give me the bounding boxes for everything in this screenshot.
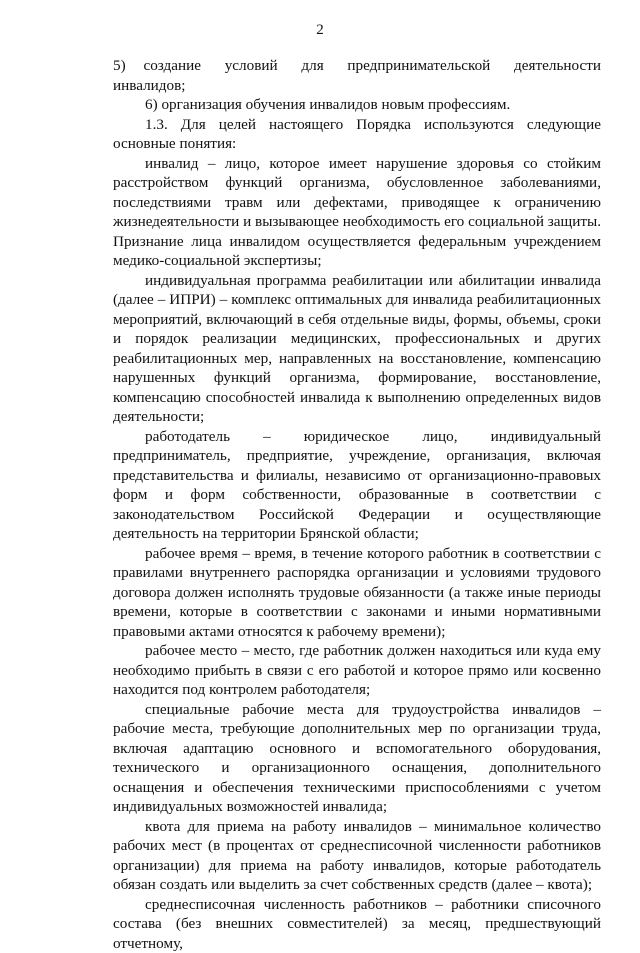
paragraph-item-6: 6) организация обучения инвалидов новым профессиям. — [113, 95, 601, 115]
definition-average-headcount: среднесписочная численность работников – работники списочного состава (без внешних совместителей) за месяц, предшествующий отчетному, — [113, 895, 601, 953]
document-body — [113, 56, 601, 953]
definition-employer: работодатель – юридическое лицо, индивидуальный предприниматель, предприятие, учреждение, организация, включая представительства и филиалы, независимо от организационно-правовых форм и форм собственности, образованные в соответствии с законодательством Российской Федерации и осуществляющие деятельность на территории Брянской области; — [113, 427, 601, 544]
paragraph-section-1-3: 1.3. Для целей настоящего Порядка используются следующие основные понятия: — [113, 115, 601, 154]
definition-workplace: рабочее место – место, где работник должен находиться или куда ему необходимо прибыть в связи с его работой и которое прямо или косвенно находится под контролем работодателя; — [113, 641, 601, 700]
page-number: 2 — [0, 22, 640, 39]
definition-invalid: инвалид – лицо, которое имеет нарушение здоровья со стойким расстройством функций организма, обусловленное заболеваниями, последствиями травм или дефектами, приводящее к ограничению жизнедеятельности и вызывающее необходимость его социальной защиты. Признание лица инвалидом осуществляется федеральным учреждением медико-социальной экспертизы; — [113, 154, 601, 271]
definition-special-workplaces: специальные рабочие места для трудоустройства инвалидов – рабочие места, требующие дополнительных мер по организации труда, включая адаптацию основного и вспомогательного оборудования, технического и организационного оснащения, дополнительного оснащения и обеспечения техническими приспособлениями с учетом индивидуальных возможностей инвалида; — [113, 700, 601, 817]
definition-ipri: индивидуальная программа реабилитации или абилитации инвалида (далее – ИПРИ) – комплекс оптимальных для инвалида реабилитационных мероприятий, включающий в себя отдельные виды, формы, объемы, сроки и порядок реализации медицинских, профессиональных и других реабилитационных мер, направленных на восстановление, компенсацию нарушенных функций организма, формирование, восстановление, компенсацию способностей инвалида к выполнению определенных видов деятельности; — [113, 271, 601, 427]
definition-working-time: рабочее время – время, в течение которого работник в соответствии с правилами внутреннего распорядка организации и условиями трудового договора должен исполнять трудовые обязанности (а также иные периоды времени, которые в соответствии с законами и иными нормативными правовыми актами относятся к рабочему времени); — [113, 544, 601, 642]
paragraph-item-5: 5) создание условий для предпринимательской деятельности инвалидов; — [113, 56, 601, 95]
definition-quota: квота для приема на работу инвалидов – минимальное количество рабочих мест (в процентах от среднесписочной численности работников организации) для приема на работу инвалидов, которые работодатель обязан создать или выделить за счет собственных средств (далее – квота); — [113, 817, 601, 895]
